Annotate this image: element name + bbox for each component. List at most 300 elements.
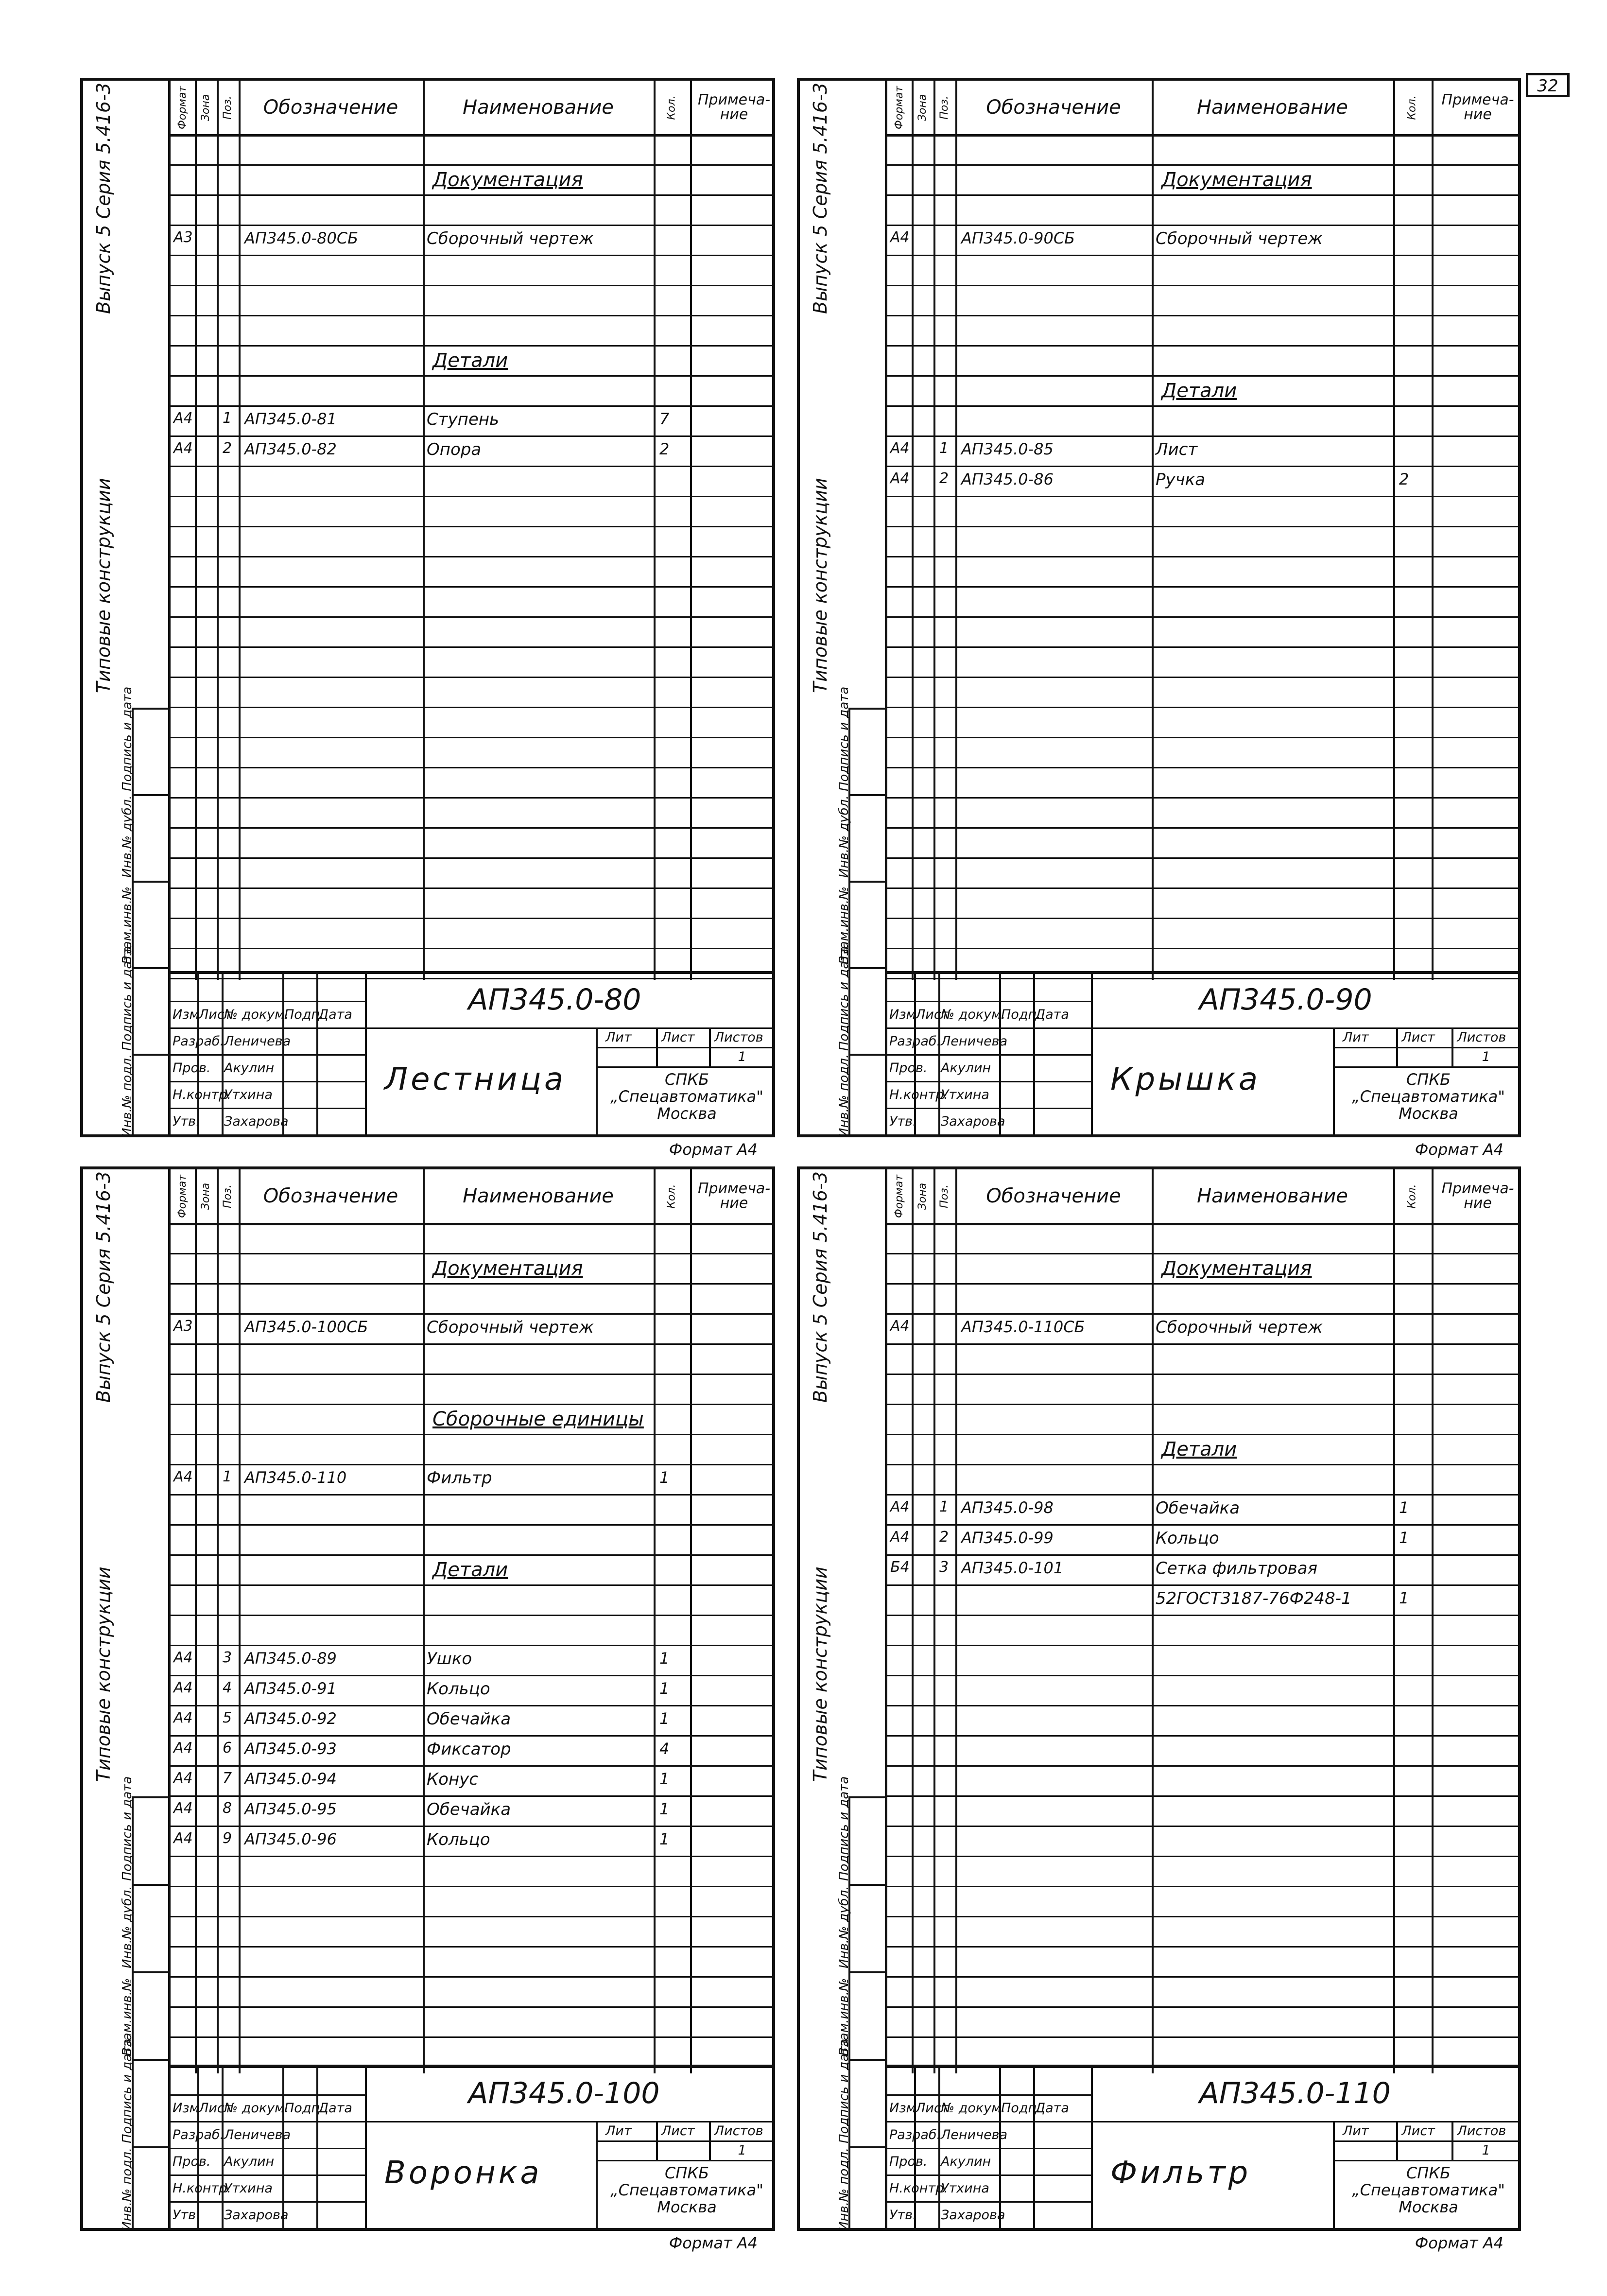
row-line [887,496,1518,497]
row-line [171,315,772,316]
stamp-podp-label: Подп. [284,1007,324,1022]
stamp-razrab-label: Разраб. [173,2127,225,2142]
side-box [120,1971,171,2059]
section-heading: Сборочные единицы [432,1408,644,1430]
header-zone-label: Зона [916,94,929,121]
row-position: 8 [223,1800,232,1817]
stamp-line [887,1054,1091,1056]
row-line [171,194,772,196]
stamp-line [887,2201,1091,2203]
stamp-line [1333,2160,1518,2161]
side-strip [83,1169,171,2231]
stamp-lit-label: Лит [1343,2123,1369,2139]
row-line [887,556,1518,557]
header-format [171,81,195,134]
column-line [1393,1169,1395,2073]
stamp-line [1091,974,1093,1134]
row-line [887,646,1518,648]
column-line [195,81,197,980]
column-line [912,81,914,980]
header-format-label: Формат [893,86,906,129]
stamp-person-razrab: Леничева [224,1034,291,1049]
header-qty-label: Кол. [665,1183,678,1209]
stamp-podp-label: Подп. [284,2101,324,2116]
column-line [690,1169,692,2073]
row-line [171,1735,772,1737]
row-quantity: 1 [659,1709,670,1728]
stamp-line [709,1027,711,1066]
stamp-person-razrab: Леничева [941,1034,1008,1049]
spec-table [171,81,772,980]
stamp-line [596,2160,772,2161]
row-line [171,827,772,829]
row-line [171,707,772,708]
stamp-line [887,1027,1091,1029]
stamp-list2-label: Лист [1401,2123,1435,2139]
header-qty [654,1169,690,1223]
row-designation: АП345.0-92 [244,1709,337,1728]
stamp-listov-label: Листов [714,1030,763,1045]
side-box [120,2146,171,2234]
series-label: Выпуск 5 Серия 5.416-3 [810,83,831,314]
header-zone [912,1169,933,1223]
row-designation: АП345.0-110СБ [961,1318,1085,1336]
row-line [887,616,1518,618]
document-title: Фильтр [1110,2155,1251,2191]
row-designation: АП345.0-94 [244,1770,337,1788]
row-format: А4 [173,410,193,427]
row-position: 4 [223,1679,232,1696]
row-name: Обечайка [1156,1498,1240,1518]
stamp-line [171,2094,365,2096]
row-format: Б4 [890,1559,910,1576]
row-line [171,1795,772,1797]
header-qty-label: Кол. [665,95,678,120]
row-position: 1 [939,440,949,457]
section-heading: Документация [1161,1257,1312,1280]
row-line [171,1856,772,1857]
row-name: Ступень [427,410,500,429]
series-label: Выпуск 5 Серия 5.416-3 [93,1171,114,1403]
section-heading: Детали [1161,380,1237,402]
row-line [887,1524,1518,1526]
spec-sheet [797,1166,1521,2252]
stamp-person-prov: Акулин [224,2154,275,2169]
format-label: Формат А4 [669,2234,758,2252]
side-box [837,686,887,794]
side-box [120,1054,171,1140]
row-name: Ушко [427,1649,472,1669]
row-name: Кольцо [427,1679,490,1699]
section-heading: Детали [1161,1438,1237,1461]
table-header [171,1169,772,1225]
column-line [955,1169,957,2073]
header-pos [933,81,955,134]
row-line [171,1826,772,1827]
row-line [887,1313,1518,1315]
document-code: АП345.0-110 [1199,2076,1391,2110]
header-qty-label: Кол. [1406,95,1418,120]
header-pos [217,1169,239,1223]
row-quantity: 1 [659,1830,670,1848]
stamp-line [171,2174,365,2176]
stamp-line [887,2174,1091,2176]
stamp-listov-label: Листов [1457,1030,1506,1045]
header-pos-label: Поз. [222,95,234,120]
typical-structures-label: Типовые конструкции [93,478,114,693]
stamp-utv-label: Утв. [889,2208,917,2223]
stamp-line [656,2121,658,2160]
row-designation: АП345.0-95 [244,1800,337,1818]
row-position: 6 [223,1739,232,1757]
row-position: 7 [223,1770,232,1787]
stamp-line [887,2094,1091,2096]
header-zone-label: Зона [916,1183,929,1210]
row-line [171,466,772,467]
side-box-label: Подпись и дата [120,686,135,791]
row-designation: АП345.0-99 [961,1529,1054,1547]
side-box [837,946,887,1054]
row-format: А4 [173,440,193,457]
stamp-prov-label: Пров. [173,1061,211,1076]
section-heading: Документация [432,169,583,191]
row-name: Фильтр [427,1468,492,1488]
row-name: Конус [427,1770,478,1789]
header-pos-label: Поз. [938,1184,951,1208]
column-line [1432,81,1434,980]
stamp-line [1451,2121,1453,2160]
row-line [887,677,1518,678]
row-quantity: 7 [659,410,670,428]
side-strip [800,81,887,1137]
header-pos-label: Поз. [222,1184,234,1208]
row-line [887,405,1518,407]
stamp-razrab-label: Разраб. [889,1034,941,1049]
stamp-line [1396,1027,1398,1066]
row-name: Ручка [1156,470,1206,489]
stamp-izm-label: Изм [173,2101,199,2116]
header-name-label: Наименование [463,96,614,119]
header-pos [933,1169,955,1223]
stamp-person-prov: Акулин [941,2154,991,2169]
stamp-prov-label: Пров. [173,2154,211,2169]
row-line [887,1494,1518,1496]
side-box [120,2038,171,2146]
header-designation [955,81,1152,134]
header-qty [654,81,690,134]
row-line [887,375,1518,377]
row-line [887,948,1518,949]
header-designation [239,1169,423,1223]
document-title: Крышка [1110,1061,1261,1097]
row-line [171,345,772,347]
row-line [887,1615,1518,1616]
column-line [1393,81,1395,980]
row-line [171,526,772,527]
table-header [887,1169,1518,1225]
side-box [837,1054,887,1140]
row-position: 5 [223,1709,232,1726]
stamp-line [596,2140,772,2142]
row-format: А4 [173,1649,193,1666]
row-line [887,526,1518,527]
header-designation [955,1169,1152,1223]
stamp-izm-label: Изм [889,2101,916,2116]
row-line [171,1313,772,1315]
format-label: Формат А4 [669,1140,758,1159]
row-quantity: 1 [659,1679,670,1698]
column-line [654,1169,656,2073]
row-name: 52ГОСТ3187-76Ф248-1 [1156,1589,1352,1608]
row-format: А4 [173,1679,193,1696]
header-format [887,1169,912,1223]
header-zone [195,1169,217,1223]
stamp-utv-label: Утв. [173,1114,200,1129]
row-line [171,1886,772,1887]
row-format: А3 [173,229,193,246]
row-designation: АП345.0-90СБ [961,229,1075,247]
stamp-line [887,2148,1091,2149]
header-note [690,81,778,134]
header-note-label: Примеча-ние [1441,1180,1514,1212]
header-designation [239,81,423,134]
row-line [171,1524,772,1526]
stamp-list-label: Лист [916,1007,949,1022]
row-position: 2 [939,1529,949,1546]
column-line [933,1169,935,2073]
title-block [887,971,1518,1159]
organization: СПКБ „Спецавтоматика" Москва [610,2164,763,2217]
header-format-label: Формат [176,1174,189,1218]
column-line [912,1169,914,2073]
row-line [171,225,772,226]
page-number: 32 [1526,73,1570,97]
document-code: АП345.0-100 [468,2076,660,2110]
stamp-list-label: Лист [199,2101,232,2116]
stamp-utv-label: Утв. [889,1114,917,1129]
row-quantity: 1 [659,1468,670,1487]
side-box-label: Взам.инв.№ [837,1978,851,2056]
row-position: 1 [223,410,232,427]
row-line [887,1374,1518,1375]
stamp-razrab-label: Разраб. [173,1034,225,1049]
row-line [887,1675,1518,1676]
column-line [195,1169,197,2073]
row-line [171,1976,772,1978]
stamp-person-nkontr: Утхина [224,1087,273,1102]
row-line [887,1976,1518,1978]
side-box-label: Подпись и дата [837,946,851,1051]
typical-structures-label: Типовые конструкции [810,478,831,693]
row-line [887,857,1518,859]
row-format: А4 [173,1709,193,1726]
column-line [1152,1169,1154,2073]
row-line [171,285,772,286]
stamp-person-nkontr: Утхина [941,1087,989,1102]
row-format: А4 [173,1830,193,1847]
spec-sheet [80,78,775,1159]
stamp-list-label: Лист [199,1007,232,1022]
side-box-label: Подпись и дата [837,2038,851,2143]
stamp-person-razrab: Леничева [224,2127,291,2142]
table-header [887,81,1518,137]
stamp-data-label: Дата [1035,2101,1069,2116]
header-format [887,81,912,134]
row-line [887,285,1518,286]
row-line [887,225,1518,226]
column-line [217,1169,219,2073]
side-box [837,1776,887,1884]
row-designation: АП345.0-89 [244,1649,337,1668]
stamp-list-number: 1 [1482,1049,1490,1064]
organization: СПКБ „Спецавтоматика" Москва [1352,1070,1505,1123]
stamp-person-utv: Захарова [224,1114,289,1129]
row-line [887,1584,1518,1586]
stamp-line [171,1108,365,1109]
row-name: Сборочный чертеж [427,1318,594,1337]
typical-structures-label: Типовые конструкции [93,1566,114,1782]
header-qty-label: Кол. [1406,1183,1418,1209]
header-zone-label: Зона [200,1183,212,1210]
row-line [171,164,772,166]
row-line [171,1554,772,1556]
stamp-person-prov: Акулин [941,1061,991,1076]
stamp-person-nkontr: Утхина [941,2181,989,2196]
row-name: Фиксатор [427,1739,511,1759]
side-box [120,1884,171,1971]
row-position: 2 [939,470,949,487]
stamp-line [709,2121,711,2160]
side-box [837,1971,887,2059]
row-line [887,2036,1518,2038]
section-heading: Документация [1161,169,1312,191]
row-format: А4 [890,440,910,457]
row-designation: АП345.0-81 [244,410,337,428]
row-line [887,707,1518,708]
row-quantity: 1 [659,1770,670,1788]
column-line [933,81,935,980]
stamp-line [596,1066,772,1068]
row-line [887,737,1518,738]
column-line [239,1169,241,2073]
row-name: Сборочный чертеж [1156,1318,1323,1337]
side-box-label: Подпись и дата [837,1776,851,1881]
stamp-nkontr-label: Н.контр. [173,1087,231,1102]
row-line [171,1765,772,1767]
column-line [690,81,692,980]
stamp-line [1091,2121,1518,2122]
row-line [171,1494,772,1496]
header-qty [1393,1169,1432,1223]
side-box-label: Инв.№ подл. [120,1054,135,1137]
stamp-line [887,2121,1091,2122]
document-title: Лестница [384,1061,567,1097]
row-line [887,345,1518,347]
document-title: Воронка [384,2155,542,2191]
header-format-label: Формат [893,1174,906,1218]
row-line [171,1916,772,1917]
stamp-line [171,2148,365,2149]
row-line [171,2006,772,2008]
stamp-podp-label: Подп. [1001,1007,1041,1022]
row-line [887,255,1518,256]
row-format: А4 [890,470,910,487]
row-line [171,2036,772,2038]
column-line [423,1169,425,2073]
column-line [955,81,957,980]
side-box-label: Подпись и дата [837,686,851,791]
side-box-label: Взам.инв.№ [837,887,851,964]
stamp-ndoc-label: № докум. [224,1007,289,1022]
stamp-line [1091,2068,1093,2228]
title-block [171,971,772,1159]
stamp-izm-label: Изм [889,1007,916,1022]
row-line [171,1675,772,1676]
row-line [887,1404,1518,1405]
header-name-label: Наименование [1197,1185,1348,1207]
stamp-line [887,1001,1091,1002]
row-designation: АП345.0-100СБ [244,1318,368,1336]
row-line [171,887,772,889]
row-name: Обечайка [427,1800,511,1819]
header-designation-label: Обозначение [263,1185,398,1207]
stamp-lit-label: Лит [1343,1030,1369,1045]
row-line [171,737,772,738]
stamp-line [171,2121,365,2122]
stamp-razrab-label: Разраб. [889,2127,941,2142]
title-block [171,2065,772,2252]
section-heading: Детали [432,1559,508,1581]
stamp-lit-label: Лит [605,1030,632,1045]
side-box-label: Инв.№ подл. [120,2147,135,2231]
stamp-list2-label: Лист [1401,1030,1435,1045]
row-line [887,797,1518,799]
row-line [171,1464,772,1465]
stamp-person-utv: Захарова [941,1114,1005,1129]
side-box-label: Инв.№ дубл. [837,795,851,878]
header-pos [217,81,239,134]
side-box [120,686,171,794]
header-name [1152,1169,1393,1223]
document-code: АП345.0-90 [1199,983,1372,1017]
row-line [171,1946,772,1948]
row-format: А4 [890,1498,910,1515]
row-line [887,1856,1518,1857]
stamp-person-prov: Акулин [224,1061,275,1076]
header-zone [195,81,217,134]
row-line [887,1705,1518,1706]
row-line [887,164,1518,166]
row-line [887,1795,1518,1797]
row-name: Сборочный чертеж [427,229,594,248]
row-line [887,466,1518,467]
row-line [887,1886,1518,1887]
row-line [171,677,772,678]
stamp-utv-label: Утв. [173,2208,200,2223]
side-box-label: Подпись и дата [120,2038,135,2143]
row-line [887,194,1518,196]
header-name-label: Наименование [1197,96,1348,119]
side-box [837,794,887,881]
side-box-label: Инв.№ дубл. [837,1886,851,1968]
stamp-listov-label: Листов [1457,2123,1506,2139]
row-line [887,1343,1518,1345]
stamp-ndoc-label: № докум. [941,2101,1006,2116]
stamp-line [1333,1066,1518,1068]
row-position: 1 [223,1468,232,1485]
row-line [887,1765,1518,1767]
row-line [171,1645,772,1646]
